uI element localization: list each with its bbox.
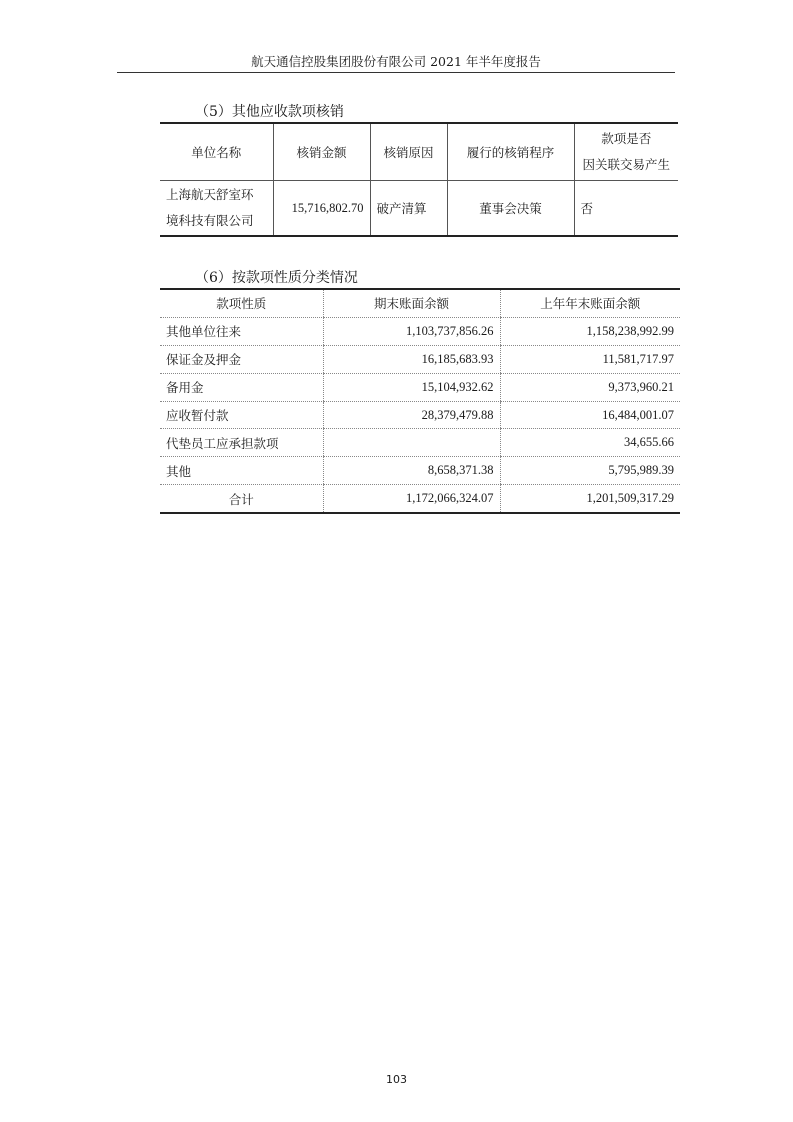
col-prev-balance: 上年年末账面余额	[500, 289, 680, 317]
row-nature: 保证金及押金	[160, 345, 323, 373]
col-writeoff-amount: 核销金额	[273, 123, 370, 181]
row-prev-balance: 1,158,238,992.99	[500, 317, 680, 345]
row-end-balance: 28,379,479.88	[323, 401, 500, 429]
row-end-balance: 8,658,371.38	[323, 457, 500, 485]
table-row	[160, 401, 680, 429]
row-prev-balance: 9,373,960.21	[500, 373, 680, 401]
writeoff-unit-name	[160, 181, 273, 237]
unit-name-line1: 上海航天舒室环	[166, 187, 254, 202]
col-related-party	[574, 123, 678, 181]
col-writeoff-reason: 核销原因	[370, 123, 447, 181]
writeoff-amount: 15,716,802.70	[273, 181, 370, 237]
row-prev-balance: 16,484,001.07	[500, 401, 680, 429]
row-prev-balance: 34,655.66	[500, 429, 680, 457]
total-row	[160, 485, 680, 513]
col-related-line2: 因关联交易产生	[582, 157, 670, 172]
row-nature: 其他	[160, 457, 323, 485]
row-prev-balance: 5,795,989.39	[500, 457, 680, 485]
page-header: 航天通信控股集团股份有限公司 2021 年半年度报告	[251, 54, 541, 69]
page-number: 103	[386, 1073, 407, 1086]
table-row	[160, 373, 680, 401]
row-end-balance: 16,185,683.93	[323, 345, 500, 373]
table-row	[160, 317, 680, 345]
col-related-line1: 款项是否	[601, 131, 652, 146]
section-5-title: （5）其他应收款项核销	[195, 104, 344, 120]
table-row	[160, 457, 680, 485]
total-label: 合计	[160, 485, 323, 513]
col-writeoff-procedure: 履行的核销程序	[447, 123, 574, 181]
writeoff-reason: 破产清算	[370, 181, 447, 237]
col-end-balance: 期末账面余额	[323, 289, 500, 317]
writeoff-row	[160, 181, 678, 237]
row-nature: 备用金	[160, 373, 323, 401]
row-nature: 应收暂付款	[160, 401, 323, 429]
nature-header-row	[160, 289, 680, 317]
nature-table	[160, 288, 680, 514]
writeoff-related: 否	[574, 181, 678, 237]
section-6-title: （6）按款项性质分类情况	[195, 270, 358, 286]
writeoff-table	[160, 122, 678, 237]
total-end-balance: 1,172,066,324.07	[323, 485, 500, 513]
total-prev-balance: 1,201,509,317.29	[500, 485, 680, 513]
header-rule	[117, 72, 675, 73]
row-end-balance	[323, 429, 500, 457]
row-nature: 代垫员工应承担款项	[160, 429, 323, 457]
row-nature: 其他单位往来	[160, 317, 323, 345]
row-prev-balance: 11,581,717.97	[500, 345, 680, 373]
col-unit-name: 单位名称	[160, 123, 273, 181]
col-nature: 款项性质	[160, 289, 323, 317]
writeoff-header-row	[160, 123, 678, 181]
table-row	[160, 429, 680, 457]
row-end-balance: 1,103,737,856.26	[323, 317, 500, 345]
unit-name-line2: 境科技有限公司	[166, 213, 254, 228]
table-row	[160, 345, 680, 373]
writeoff-procedure: 董事会决策	[447, 181, 574, 237]
row-end-balance: 15,104,932.62	[323, 373, 500, 401]
